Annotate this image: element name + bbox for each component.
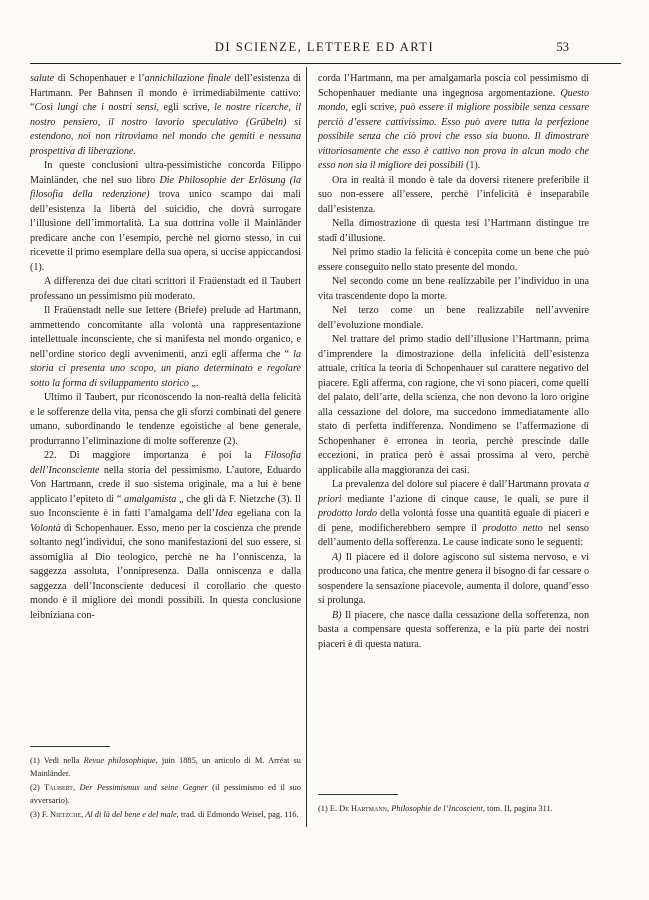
footnote	[318, 803, 589, 816]
text: egli scrive,	[348, 102, 401, 113]
text: della volontà fosse una quantità eguale di piaceri e di pene, modificherebbero sempre il	[318, 508, 590, 534]
italic-text: Questo mondo,	[318, 87, 589, 113]
paragraph	[318, 478, 589, 551]
text: (1) Vedi nella	[30, 756, 84, 765]
text: , tom. II, pagina 311.	[482, 804, 553, 813]
page-number: 53	[556, 40, 569, 54]
italic-text: le nostre ricerche, il nostro pensiero, il nostro lavorio speculativo (Grübeln) si estendono, noi non ritroviamo nel mondo che gemiti e nessuna prospettiva di liberazione.	[30, 102, 301, 157]
text: „ che gli dà F. Nietzche (3). Il suo Inconsciente è in fatti l’amalgama dell’	[30, 493, 301, 519]
text: La prevalenza del dolore sul piacere è dall’Hartmann provata	[332, 479, 584, 490]
footnotes-left	[30, 746, 301, 822]
text: In queste conclusioni ultra-pessimistiche concorda Filippo Mainländer, che nel suo libro	[30, 160, 301, 186]
text: dell’esistenza di Hartmann. Per Bahnsen il mondo è irrimediabilmente cattivo: “	[30, 73, 301, 113]
italic-text: annichilazione finale	[144, 73, 231, 84]
italic-text: Der Pessimismus und seine Gegner	[79, 783, 208, 792]
italic-text: amalgamista	[124, 493, 177, 505]
paragraph	[30, 159, 301, 275]
footnote	[30, 755, 301, 780]
text: di Schopenhauer. Esso, meno per la coscienza che prende soltanto negl’individui, che sono manifestazioni del suo essere, si assomiglia al Dio teologico, perchè ne ha l’onniscenza, la saggezza assoluta, l’onnipresenza. Dalla onniscenza e dalla saggezza dell’Inconsciente deducesi il corollario che questo mondo è il migliore dei mondi possibili. In questa conclusione leibniziana con-	[30, 522, 301, 621]
paragraph: Nel trattare del primo stadio dell’illusione l’Hartmann, prima d’imprendere la dimostrazione della infelicità dell’esistenza attuale, critica la teoria di Schopenhauer sul carattere negativo del piacere. Egli afferma, con ragione, che vi sono piaceri, come quelli del palato, dell’arte, della scienza, che non devono la loro origine alla cessazione del dolore, ma succedono immediatamente allo stato di perfetta indifferenza. Nondimeno se l’affermazione di Schopenhaner è erronea in teoria, perchè prescinde dalle eccezioni, in pratica però è assai prossima al vero, perchè applicabile alla maggioranza dei casi.	[318, 334, 589, 476]
paragraph	[30, 72, 301, 159]
text: (3)	[30, 810, 42, 819]
paragraph	[318, 72, 589, 174]
text: ,	[81, 810, 86, 819]
author-name: F. Nietzche	[41, 810, 82, 819]
header-rule	[30, 63, 621, 64]
column-divider	[306, 67, 307, 827]
italic-text: la storia ci presenta uno scopo, un piano determinato e regolare sotto la forma di sviluppamento storico	[30, 348, 301, 389]
paragraph: Nel terzo come un bene realizzabile nell’avvenire dell’evoluzione mondiale.	[318, 305, 589, 331]
italic-text: Revue philosophique	[83, 756, 156, 765]
paragraph	[318, 609, 589, 653]
text: Il piacere ed il dolore agiscono sul sistema nervoso, e vi producono una fatica, che mentre genera il bisogno di far cessare o sospendere la sensazione piacevole, aumenta il dolore, quand’esso si prolunga.	[318, 551, 589, 606]
item-marker: B)	[332, 609, 342, 621]
italic-text: Al di là del bene e del male	[85, 810, 177, 819]
text: Il piacere, che nasce dalla cessazione della sofferenza, non basta a compensare questa sofferenza, e la più parte dei nostri piaceri è di questa natura.	[318, 609, 589, 650]
paragraph	[30, 449, 301, 623]
paragraph: Ora in realtà il mondo è tale da doversi ritenere preferibile il suo non-essere all’essere, perchè l’infelicità è inseparabile dall’esistenza.	[318, 174, 589, 215]
text: (1).	[463, 160, 481, 171]
text: mediante l’azione di cinque cause, le quali, se pure il	[341, 493, 589, 505]
italic-text: Die Philosophie der Erlösung (la filosofia della redenzione)	[30, 174, 302, 200]
text: , juin 1885, un articolo di M. Arréat su Mainländer.	[30, 756, 301, 778]
text: di Schopenhauer e l’	[54, 73, 145, 84]
paragraph	[318, 551, 589, 609]
italic-text: Philosophie de l’Incoscient	[391, 804, 483, 813]
paragraph: A differenza dei due citati scrittori il Fraüenstadt ed il Taubert professano un pessimismo più moderato.	[30, 276, 301, 302]
text: 22. Di maggiore importanza è poi la	[44, 450, 265, 461]
text: (2)	[30, 783, 45, 792]
text: nella storia del pessimismo. L’autore, Eduardo Von Hartmann, crede il suo sistema originale, ma a lui è bene applicato l’epiteto di “	[30, 464, 301, 505]
text: corda l’Hartmann, ma per amalgamarla poscia col pessimismo di Schopenhauer mediante una ingegnosa argomentazione.	[318, 73, 589, 99]
right-column	[318, 72, 589, 652]
italic-text: può essere il migliore possibile senza cessare perciò d’essere cattivissimo. Esso può avere tutta la perfezione possibile senza che ciò provi che esso sia buono. Il dimostrare vittoriosamente che esso è cattivo non prova in alcun modo che esso non sia il migliore dei possibili	[318, 102, 589, 171]
italic-text: a priori	[318, 479, 589, 505]
italic-text: Così lungi che i nostri sensi,	[34, 102, 160, 113]
author-name: E. De Hartmann	[329, 804, 387, 813]
footnotes-right	[318, 794, 553, 816]
author-name: Taubert	[44, 783, 73, 792]
text: , trad. di Edmondo Weisel, pag. 116.	[176, 810, 299, 819]
paragraph: Nel secondo come un bene realizzabile per l’individuo in una vita trascendente dopo la morte.	[318, 276, 589, 302]
text: „.	[188, 377, 199, 389]
text: trova unico scampo dai mali dell’esistenza la libertà del suicidio, che dovrà surrogare l’illusione dell’immortalità. La sua dottrina volle il Mainländer predicare anche con l’esempio, perchè nel giorno stesso, in cui ricevette il primo esemplare della sua opera, si uccise appiccandosi (1).	[30, 189, 301, 273]
paragraph	[30, 304, 301, 391]
text: ,	[387, 804, 392, 813]
italic-text: Idea	[214, 508, 233, 519]
item-marker: A)	[332, 551, 342, 563]
footnote	[30, 782, 301, 807]
italic-text: prodotto netto	[482, 522, 543, 534]
italic-text: salute	[30, 73, 55, 84]
left-column	[30, 72, 301, 623]
text: Il Fraüenstadt nelle sue lettere (Briefe) prelude ad Hartmann, ammettendo concomitante alla volontà una rappresentazione intellettuale inconsciente, che si manifesta nel mondo organico, e nell’ordine storico degli avvenimenti, anzi egli afferma che “	[30, 305, 301, 360]
italic-text: Filosofia dell’Inconsciente	[30, 450, 301, 476]
running-title: DI SCIENZE, LETTERE ED ARTI	[214, 40, 435, 54]
italic-text: prodotto lordo	[318, 508, 378, 519]
text: (il pessimismo ed il suo avversario).	[30, 783, 301, 805]
text: nel senso dell’aumento della sofferenza. Le cause indicate sono le seguenti:	[318, 522, 589, 548]
footnote	[30, 809, 301, 822]
text: (1)	[318, 804, 330, 813]
paragraph: Nella dimostrazione di questa tesi l’Hartmann distingue tre stadî d’illusione.	[318, 218, 589, 244]
text: ,	[72, 783, 80, 792]
text: egeliana con la	[232, 508, 301, 519]
paragraph: Ultimo il Taubert, pur riconoscendo la non-realtà della felicità e le sofferenze della vita, pensa che gli sforzi combinati del genere umano, subordinando le tendenze egoistiche al bene generale, produrranno l’eliminazione di molte sofferenze (2).	[30, 392, 301, 447]
paragraph: Nel primo stadio la felicità è concepita come un bene che può essere conseguito nello stato presente del mondo.	[318, 247, 589, 273]
italic-text: Volontà	[30, 522, 61, 534]
running-header	[0, 40, 649, 60]
text: egli scrive,	[159, 102, 215, 113]
